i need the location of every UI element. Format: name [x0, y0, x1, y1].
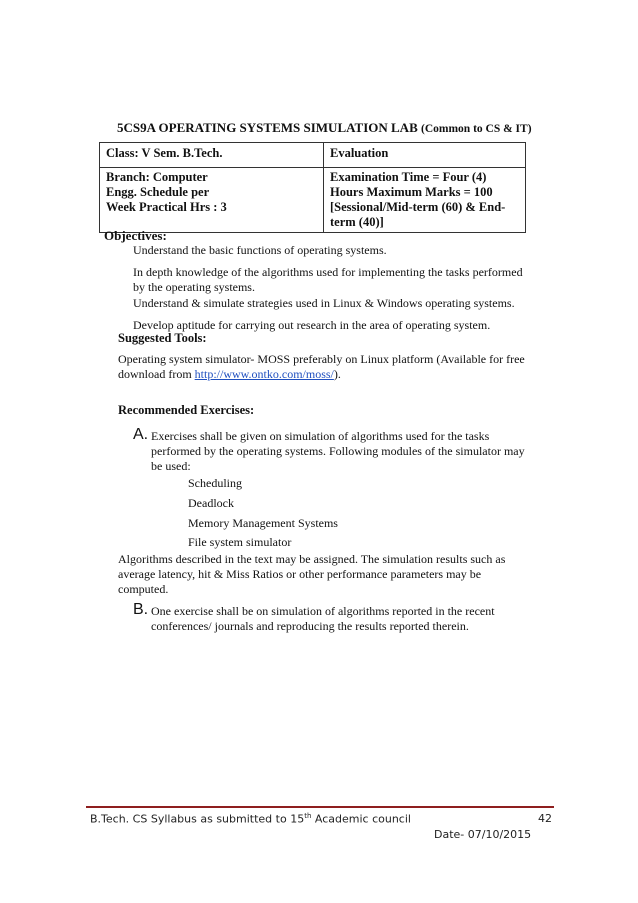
branch-line: Branch: Computer: [106, 170, 208, 184]
objective-item: Understand the basic functions of operating systems.: [133, 243, 387, 257]
class-cell: Class: V Sem. B.Tech.: [100, 143, 324, 168]
tools-text-end: ).: [333, 367, 341, 381]
schedule-line: Engg. Schedule per: [106, 185, 210, 199]
tools-heading: Suggested Tools:: [118, 331, 207, 345]
exam-time-line: Examination Time = Four (4): [330, 170, 487, 184]
sessional-line: [Sessional/Mid-term (60) & End-: [330, 200, 506, 214]
tools-text: Operating system simulator- MOSS preferably on Linux platform (Available for free download from: [118, 352, 525, 381]
table-row: [100, 143, 526, 168]
exercises-heading: Recommended Exercises:: [118, 403, 255, 417]
objectives-heading: Objectives:: [104, 228, 167, 243]
module-item: Memory Management Systems: [188, 516, 338, 530]
practical-hours-line: Week Practical Hrs : 3: [106, 200, 227, 214]
evaluation-cell: Evaluation: [324, 143, 526, 168]
page-number: 42: [538, 812, 552, 825]
module-item: File system simulator: [188, 535, 292, 549]
course-subtitle: (Common to CS & IT): [421, 123, 532, 135]
moss-link[interactable]: http://www.ontko.com/moss/: [194, 367, 334, 381]
end-term-line: term (40)]: [330, 215, 384, 229]
algorithms-paragraph: Algorithms described in the text may be assigned. The simulation results such as average latency, hit & Miss Ratios or other performance parameters may be computed.: [118, 552, 506, 596]
exercise-b-marker: B.: [133, 601, 149, 618]
course-title: 5CS9A OPERATING SYSTEMS SIMULATION LAB: [117, 120, 418, 135]
objective-item: Develop aptitude for carrying out research in the area of operating system.: [133, 318, 491, 332]
objective-item: In depth knowledge of the algorithms used for implementing the tasks performed by the operating systems.: [133, 265, 523, 294]
objective-item: Understand & simulate strategies used in Linux & Windows operating systems.: [133, 296, 515, 310]
max-marks-line: Hours Maximum Marks = 100: [330, 185, 493, 199]
exam-cell: [324, 168, 526, 233]
exercise-a-marker: A.: [133, 426, 149, 443]
footer-syllabus-text: B.Tech. CS Syllabus as submitted to 15th Academic council: [90, 812, 411, 826]
course-info-table: [99, 142, 526, 233]
footer-divider: [86, 806, 554, 808]
tools-paragraph: [118, 352, 528, 382]
exercise-a-text: Exercises shall be given on simulation of algorithms used for the tasks performed by the operating systems. Following modules of the simulator may be used:: [151, 429, 525, 473]
module-item: Deadlock: [188, 496, 234, 510]
module-item: Scheduling: [188, 476, 242, 490]
course-heading: [117, 120, 532, 136]
branch-cell: [100, 168, 324, 233]
footer-date: Date- 07/10/2015: [434, 828, 532, 841]
exercise-b-text: One exercise shall be on simulation of algorithms reported in the recent conferences/ journals and reproducing the results reported therein.: [151, 604, 495, 633]
table-row: [100, 168, 526, 233]
